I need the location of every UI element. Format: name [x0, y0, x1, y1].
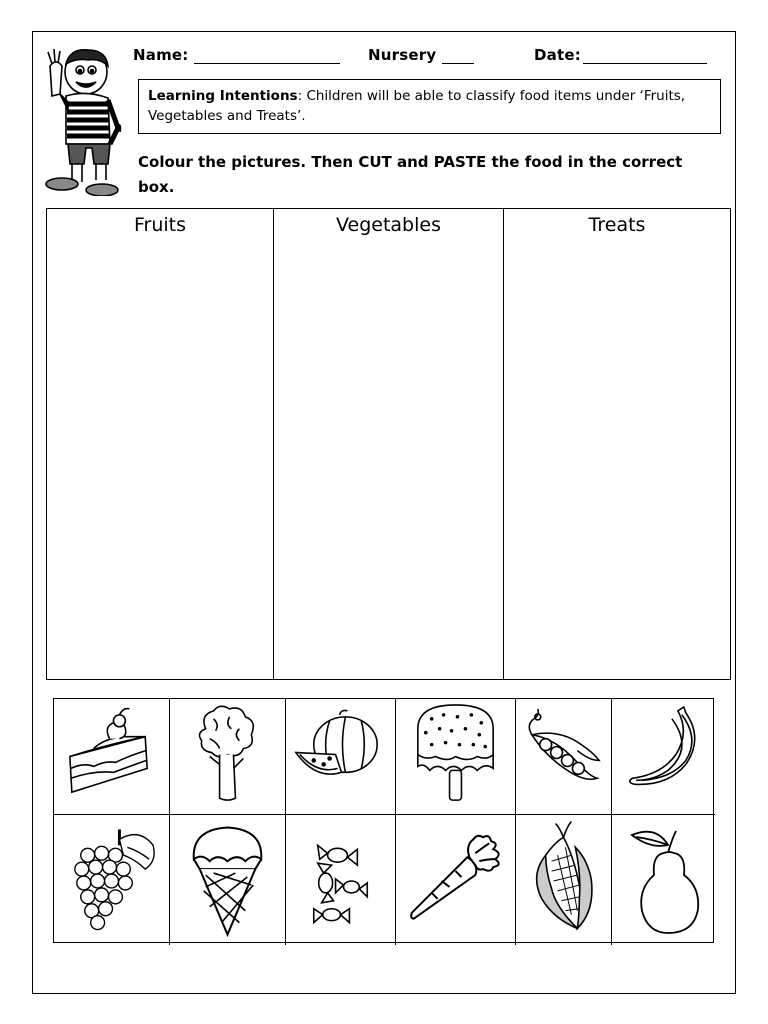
learning-intentions-text: : Children will be able to classify food items under ‘Fruits, Vegetables and Treats’. — [148, 88, 686, 124]
peas-pod-icon — [516, 699, 611, 814]
food-card[interactable] — [286, 699, 396, 815]
food-card[interactable] — [516, 815, 612, 945]
food-card[interactable] — [54, 815, 170, 945]
class-label: Nursery — [368, 46, 437, 64]
class-field[interactable] — [368, 46, 474, 64]
banana-icon — [612, 699, 715, 814]
food-card[interactable] — [170, 699, 286, 815]
learning-intentions-box — [138, 79, 721, 134]
ice-lolly-icon — [396, 699, 515, 814]
carrot-icon — [396, 815, 515, 945]
column-vegetables[interactable] — [274, 209, 504, 679]
food-card[interactable] — [396, 815, 516, 945]
learning-intentions-label: Learning Intentions — [148, 88, 298, 104]
sorting-table — [46, 208, 731, 680]
food-card[interactable] — [54, 699, 170, 815]
name-field[interactable] — [133, 46, 340, 64]
name-label: Name: — [133, 46, 189, 64]
watermelon-icon — [286, 699, 395, 814]
ice-cream-cone-icon — [170, 815, 285, 945]
name-blank[interactable] — [194, 49, 340, 64]
food-pictures-grid — [53, 698, 714, 943]
waving-boy-icon — [38, 44, 130, 196]
date-blank[interactable] — [583, 49, 707, 64]
column-header: Vegetables — [336, 214, 441, 236]
food-card[interactable] — [612, 815, 715, 945]
date-label: Date: — [534, 46, 581, 64]
food-card[interactable] — [396, 699, 516, 815]
food-card[interactable] — [612, 699, 715, 815]
food-card[interactable] — [516, 699, 612, 815]
column-header: Fruits — [133, 214, 187, 236]
cake-slice-icon — [54, 699, 169, 814]
candy-icon — [286, 815, 395, 945]
column-treats[interactable] — [504, 209, 730, 679]
food-card[interactable] — [170, 815, 286, 945]
corn-icon — [516, 815, 611, 945]
pear-icon — [612, 815, 715, 945]
broccoli-icon — [170, 699, 285, 814]
instructions: Colour the pictures. Then CUT and PASTE the food in the correct box. — [138, 153, 683, 196]
grapes-icon — [54, 815, 169, 945]
class-blank[interactable] — [442, 49, 474, 64]
food-card[interactable] — [286, 815, 396, 945]
column-header: Treats — [588, 214, 646, 236]
date-field[interactable] — [534, 46, 707, 64]
column-fruits[interactable] — [47, 209, 274, 679]
